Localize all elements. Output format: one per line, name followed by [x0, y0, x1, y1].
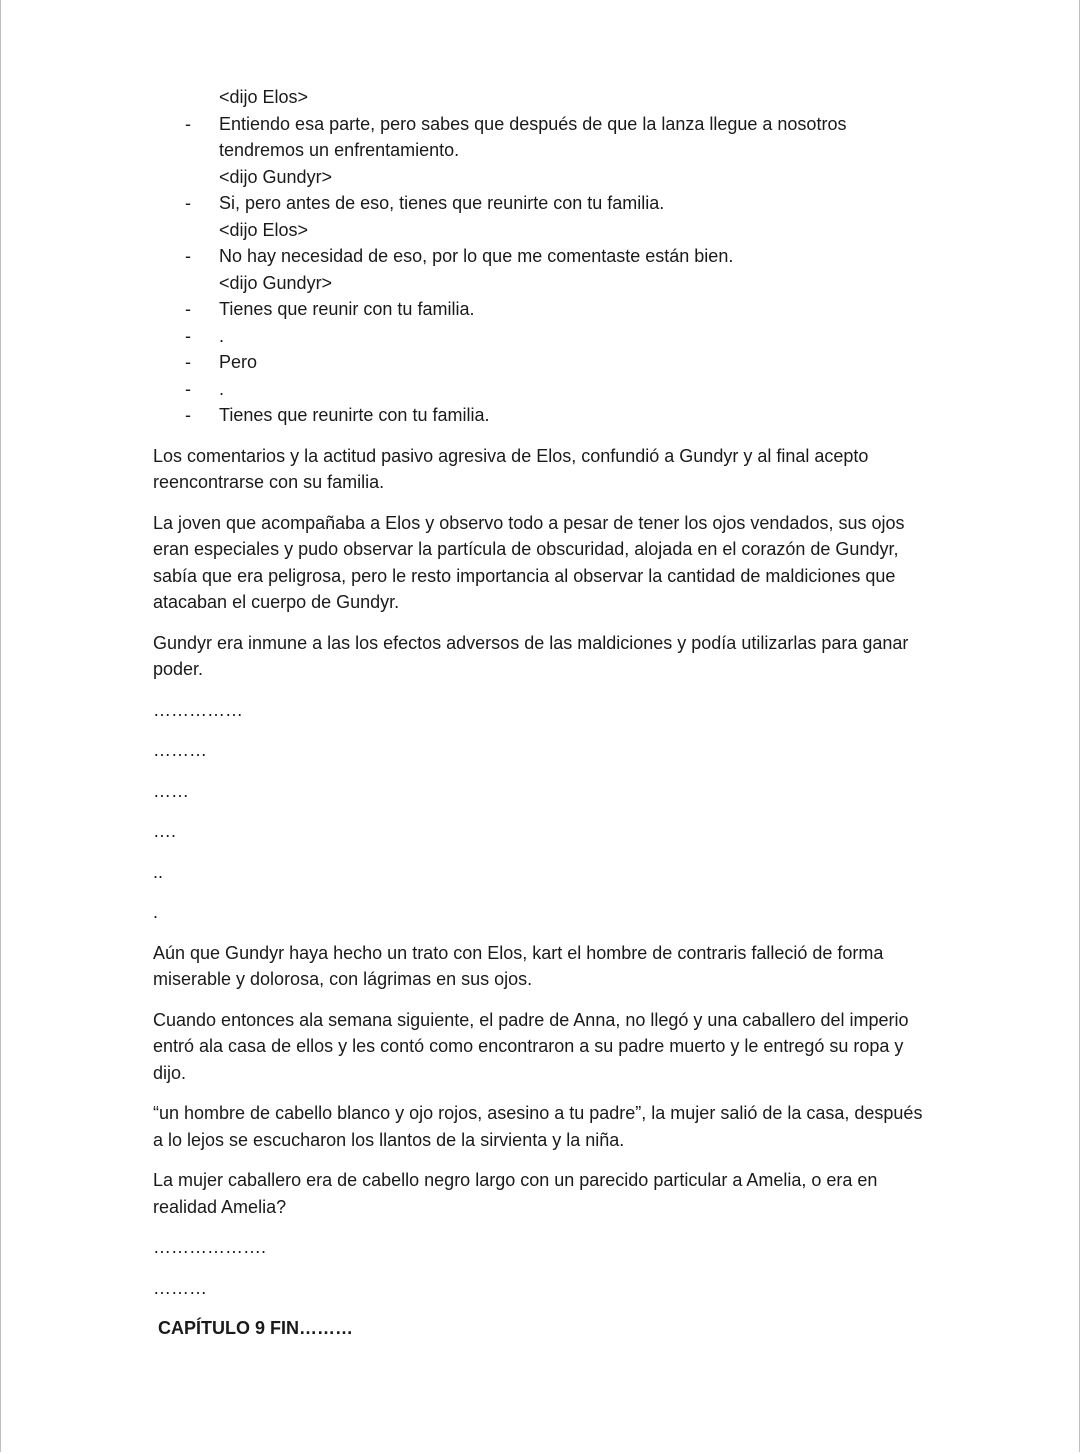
- dialogue-text: .: [219, 325, 225, 346]
- dialogue-dash: -: [185, 352, 191, 372]
- dialogue-text: No hay necesidad de eso, por lo que me comentaste están bien.: [219, 246, 734, 266]
- dialogue-text: Pero: [219, 352, 258, 372]
- dialogue-text: <dijo Elos>: [219, 219, 309, 240]
- ellipsis-line: .: [153, 902, 159, 922]
- dialogue-text: <dijo Gundyr>: [219, 166, 333, 187]
- dialogue-line: [153, 217, 923, 244]
- dialogue-line: [153, 376, 923, 403]
- dialogue-text: Entiendo esa parte, pero sabes que después de que la lanza llegue a nosotros tendremos un enfrentamiento.: [219, 113, 847, 160]
- dialogue-text: <dijo Gundyr>: [219, 272, 333, 293]
- ellipsis-line: ………: [153, 1277, 207, 1298]
- paragraph: “un hombre de cabello blanco y ojo rojos, asesino a tu padre”, la mujer salió de la casa, después a lo lejos se escucharon los llantos de la sirvienta y la niña.: [153, 1103, 923, 1150]
- paragraph: Los comentarios y la actitud pasivo agresiva de Elos, confundió a Gundyr y al final acepto reencontrarse con su familia.: [153, 445, 869, 492]
- paragraph: Aún que Gundyr haya hecho un trato con Elos, kart el hombre de contraris falleció de forma miserable y dolorosa, con lágrimas en sus ojos.: [153, 942, 884, 989]
- ellipsis-line: ……………….: [153, 1237, 267, 1257]
- dialogue-line: [153, 243, 923, 270]
- ellipsis-line: ….: [153, 821, 177, 841]
- ellipsis-line: ……………: [153, 699, 243, 720]
- dialogue-line: [153, 84, 923, 111]
- ellipsis-line: ……: [153, 780, 189, 801]
- dialogue-dash: -: [185, 113, 191, 134]
- dialogue-text: .: [219, 378, 225, 399]
- dialogue-line: [153, 402, 923, 429]
- dialogue-dash: -: [185, 246, 191, 266]
- dialogue-line: [153, 164, 923, 191]
- paragraph: La mujer caballero era de cabello negro largo con un parecido particular a Amelia, o era en realidad Amelia?: [153, 1170, 878, 1217]
- dialogue-dash: -: [185, 378, 191, 399]
- dialogue-line: [153, 349, 923, 376]
- dialogue-text: Si, pero antes de eso, tienes que reunirte con tu familia.: [219, 193, 665, 213]
- dialogue-text: Tienes que reunir con tu familia.: [219, 299, 475, 319]
- dialogue-text: <dijo Elos>: [219, 87, 309, 107]
- dialogue-line: [153, 111, 923, 164]
- ellipsis-line: ..: [153, 861, 164, 882]
- dialogue-dash: -: [185, 193, 191, 213]
- dialogue-line: [153, 323, 923, 350]
- dialogue-line: [153, 190, 923, 217]
- dialogue-text: Tienes que reunirte con tu familia.: [219, 405, 490, 425]
- dialogue-dash: -: [185, 405, 191, 425]
- paragraph: La joven que acompañaba a Elos y observo todo a pesar de tener los ojos vendados, sus ojos eran especiales y pudo observar la partícula de obscuridad, alojada en el corazón de Gundyr, sabía que era peligrosa, pero le resto importancia al observar la cantidad de maldiciones que atacaban el cuerpo de Gundyr.: [153, 512, 905, 612]
- dialogue-dash: -: [185, 325, 191, 346]
- dialogue-block: [153, 84, 923, 429]
- paragraph: Cuando entonces ala semana siguiente, el padre de Anna, no llegó y una caballero del imperio entró ala casa de ellos y les contó como encontraron a su padre muerto y le entregó su ropa y dijo.: [153, 1009, 909, 1083]
- ellipsis-line: ………: [153, 740, 207, 760]
- chapter-end-heading: CAPÍTULO 9 FIN………: [158, 1318, 354, 1338]
- document-body: [153, 84, 923, 1342]
- dialogue-line: [153, 270, 923, 297]
- paragraph: Gundyr era inmune a las los efectos adversos de las maldiciones y podía utilizarlas para ganar poder.: [153, 632, 909, 679]
- dialogue-line: [153, 296, 923, 323]
- dialogue-dash: -: [185, 299, 191, 319]
